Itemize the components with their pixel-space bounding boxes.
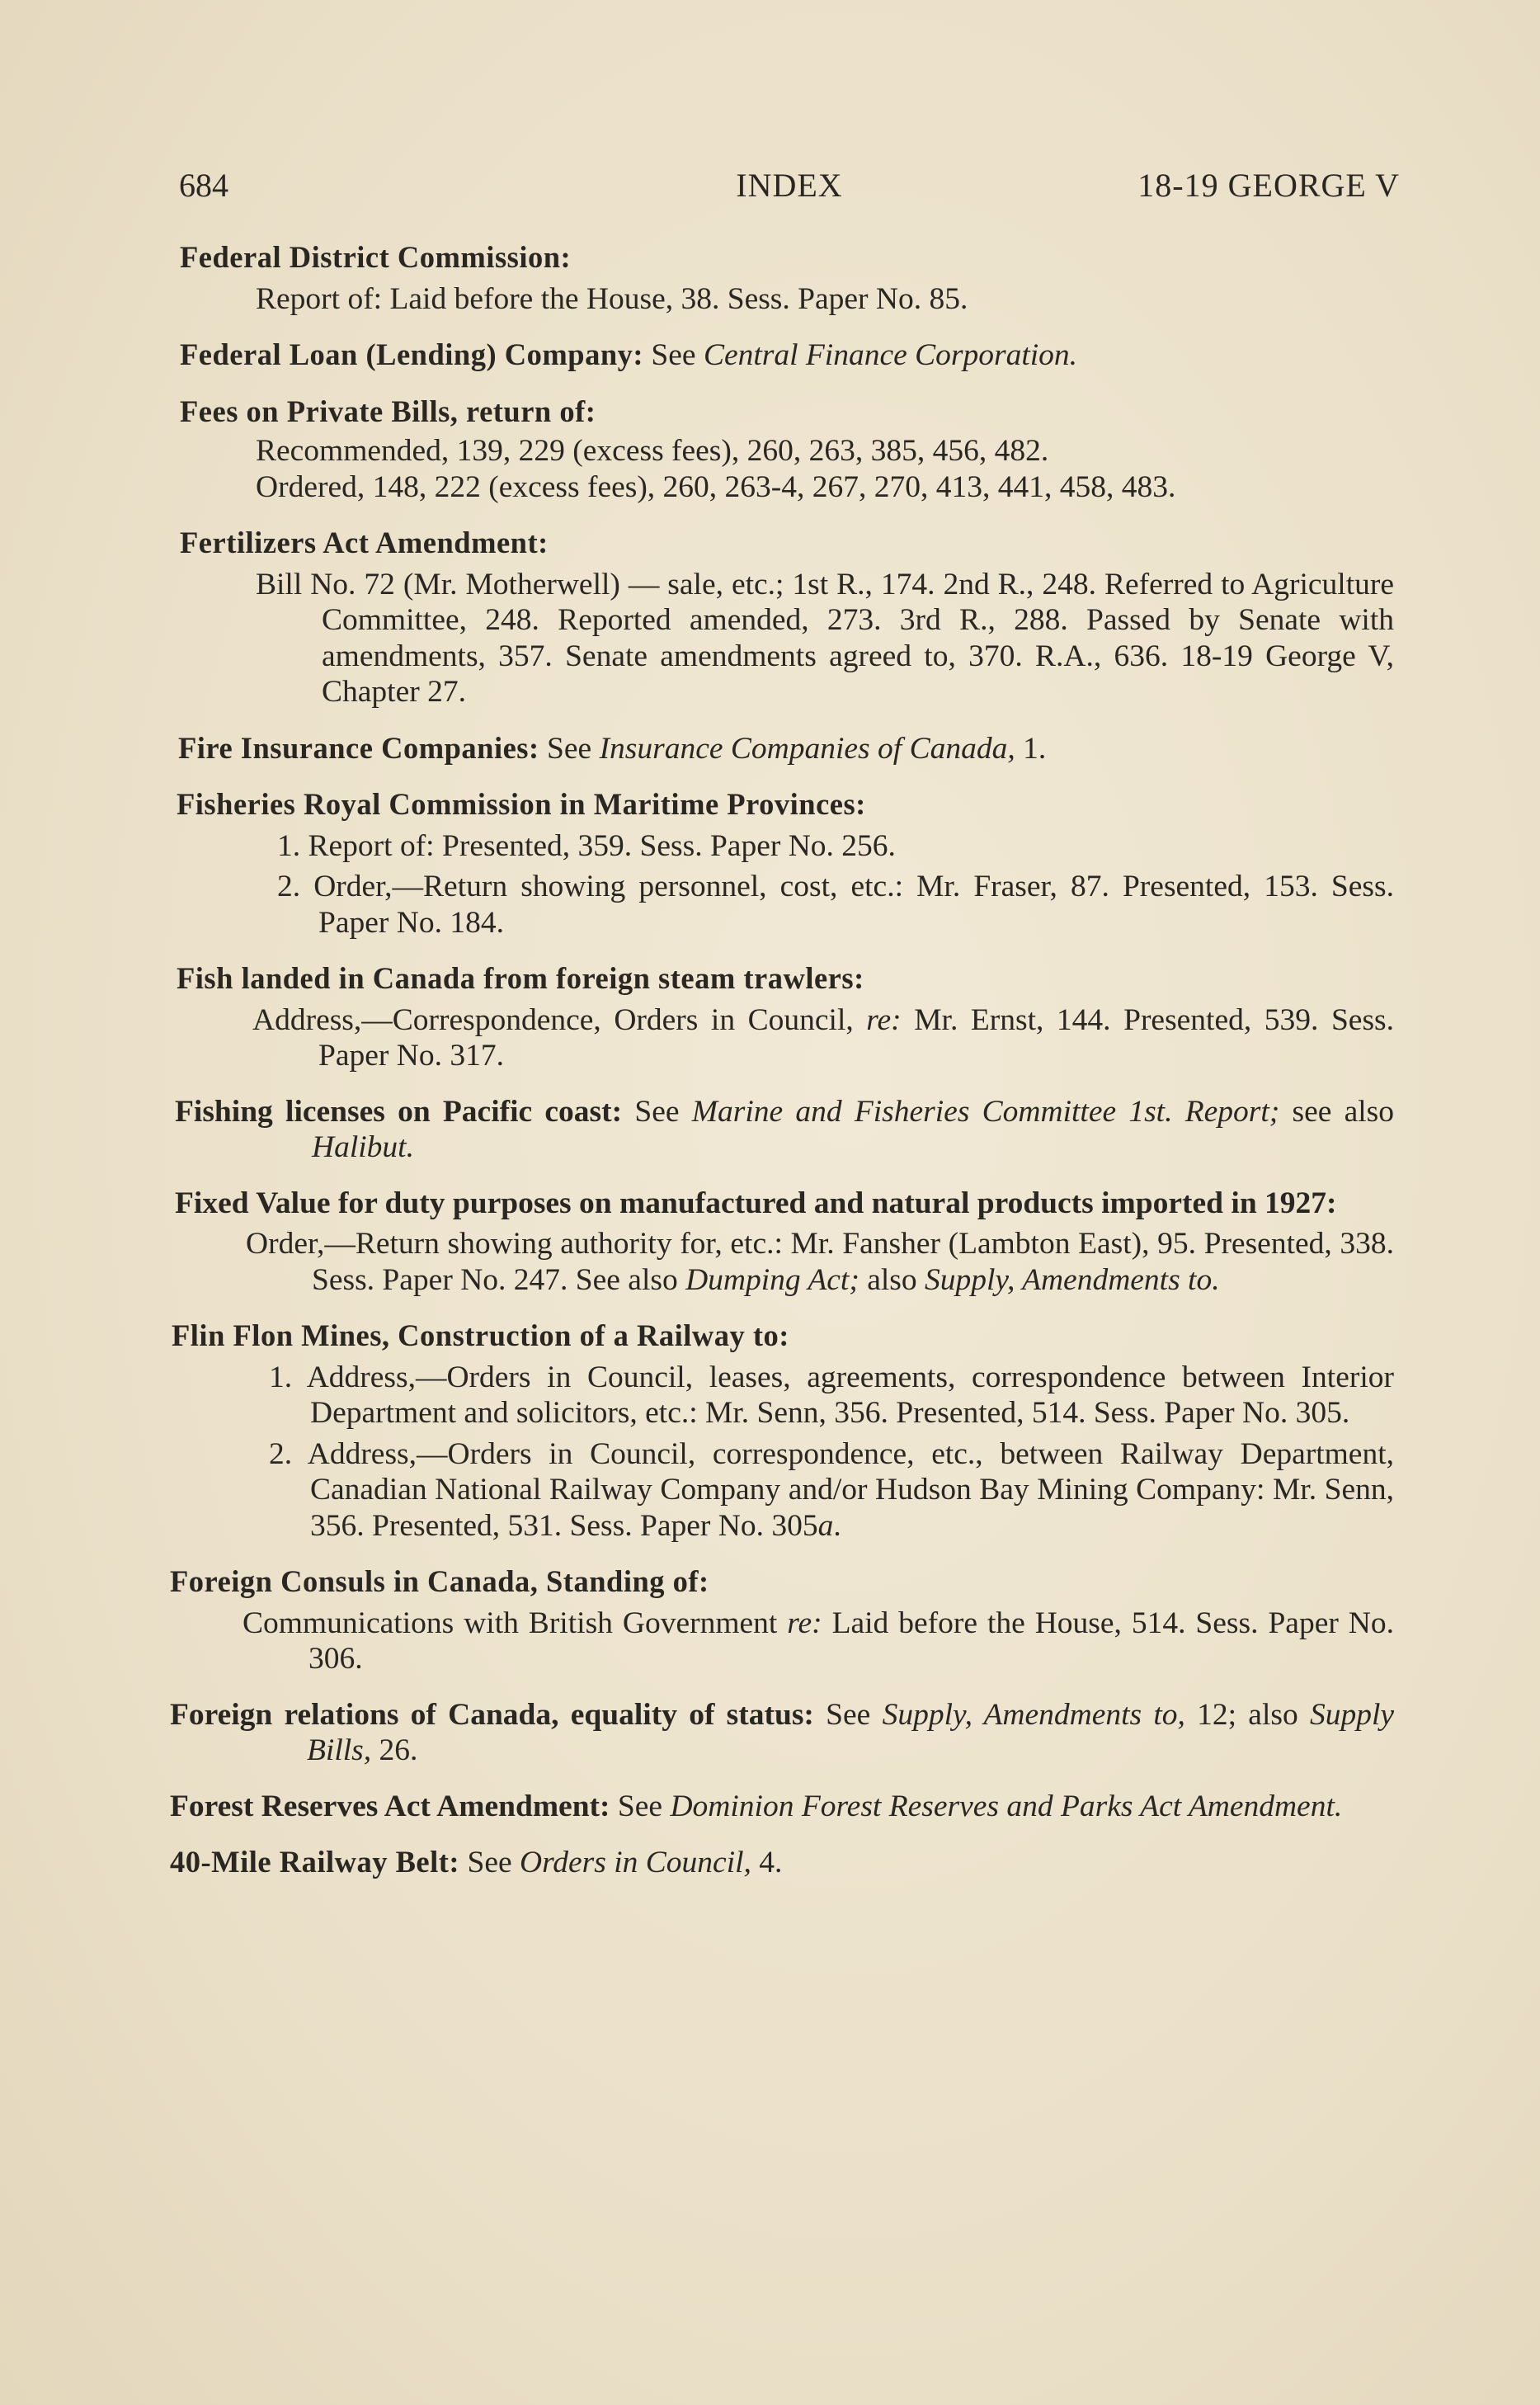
entry-line bbox=[175, 1226, 1394, 1298]
see-reference: Orders in Council, bbox=[520, 1846, 751, 1879]
entry-line bbox=[177, 1002, 1394, 1074]
page-title: INDEX bbox=[736, 167, 843, 204]
see-also: see also bbox=[1292, 1094, 1395, 1129]
entry-heading: Flin Flon Mines, Construction of a Railway to: bbox=[172, 1318, 789, 1352]
index-entry bbox=[178, 730, 1394, 767]
paper-suffix-end: . bbox=[833, 1508, 841, 1543]
see-reference: Halibut. bbox=[312, 1130, 414, 1164]
reign-label: 18-19 GEORGE V bbox=[1137, 167, 1400, 204]
re-label: re: bbox=[866, 1002, 902, 1037]
index-entry bbox=[170, 1844, 1394, 1881]
numbered-item: 2. Order,—Return showing personnel, cost, etc.: Mr. Fraser, 87. Presented, 153. Sess. Paper No. 184. bbox=[277, 870, 1394, 940]
numbered-item bbox=[172, 1436, 1394, 1544]
see-prefix: See bbox=[826, 1697, 871, 1732]
numbered-item: 1. Report of: Presented, 359. Sess. Paper No. 256. bbox=[277, 828, 896, 863]
re-label: re: bbox=[787, 1606, 822, 1640]
see-prefix: See bbox=[547, 731, 592, 766]
index-content bbox=[170, 239, 1394, 1901]
index-entry bbox=[180, 239, 1394, 317]
entry-heading: Fertilizers Act Amendment: bbox=[180, 526, 549, 559]
see-reference: Dumping Act; bbox=[685, 1262, 859, 1297]
index-entry bbox=[180, 337, 1394, 374]
see-reference: Supply Bills, bbox=[307, 1697, 1395, 1767]
see-reference: Marine and Fisheries Committee 1st. Report; bbox=[691, 1094, 1280, 1129]
see-prefix: See bbox=[467, 1846, 512, 1879]
see-reference: Dominion Forest Reserves and Parks Act Amendment. bbox=[670, 1789, 1343, 1823]
index-entry bbox=[177, 786, 1394, 941]
entry-heading: Federal District Commission: bbox=[180, 240, 572, 274]
comm-text: Communications with British Government bbox=[243, 1606, 778, 1640]
see-end: 26. bbox=[379, 1733, 418, 1767]
see-prefix: See bbox=[651, 338, 696, 372]
entry-line: Bill No. 72 (Mr. Motherwell) — sale, etc.; 1st R., 174. 2nd R., 248. Referred to Agriculture Committee, 248. Reported amended, 273. 3rd R., 288. Passed by Senate with amendments, 357. Senate amendments agreed to, 370. R.A., 636. 18-19 George V, Chapter 27. bbox=[256, 567, 1394, 709]
index-entry bbox=[170, 1789, 1394, 1825]
see-suffix: 4. bbox=[759, 1846, 783, 1879]
order-text: Order,—Return showing authority for, etc.: Mr. Fansher (Lambton East), 95. Presented, 338. Sess. Paper No. 247. See also bbox=[246, 1227, 1394, 1297]
address-text: Mr. Ernst, 144. Presented, 539. Sess. Paper No. 317. bbox=[318, 1002, 1395, 1073]
see-prefix: See bbox=[617, 1789, 663, 1823]
index-entry bbox=[172, 1318, 1394, 1544]
address-text: Address,—Correspondence, Orders in Council, bbox=[252, 1002, 854, 1037]
entry-line: Recommended, 139, 229 (excess fees), 260, 263, 385, 456, 482. bbox=[256, 434, 1049, 468]
index-entry bbox=[170, 1563, 1394, 1677]
index-entry bbox=[180, 394, 1394, 506]
index-entry bbox=[175, 1094, 1394, 1166]
see-reference: Supply, Amendments to. bbox=[925, 1262, 1220, 1297]
see-reference: Supply, Amendments to, bbox=[882, 1697, 1185, 1732]
see-reference: Insurance Companies of Canada, bbox=[599, 731, 1015, 766]
entry-heading: Fees on Private Bills, return of: bbox=[180, 394, 596, 428]
index-entry bbox=[180, 525, 1394, 710]
entry-heading: Forest Reserves Act Amendment: bbox=[170, 1789, 610, 1823]
see-also: also bbox=[867, 1262, 917, 1297]
see-reference: Central Finance Corporation. bbox=[703, 338, 1078, 372]
entry-line: Ordered, 148, 222 (excess fees), 260, 263-4, 267, 270, 413, 441, 458, 483. bbox=[256, 469, 1176, 504]
entry-heading: Foreign Consuls in Canada, Standing of: bbox=[170, 1564, 709, 1598]
entry-line: Report of: Laid before the House, 38. Sess. Paper No. 85. bbox=[256, 281, 968, 316]
entry-line bbox=[170, 1606, 1394, 1677]
see-mid: 12; also bbox=[1197, 1697, 1298, 1732]
index-entry bbox=[175, 1186, 1394, 1299]
entry-heading: Fisheries Royal Commission in Maritime Provinces: bbox=[177, 787, 866, 821]
see-prefix: See bbox=[634, 1094, 680, 1129]
page-number: 684 bbox=[179, 167, 228, 204]
entry-heading: Fixed Value for duty purposes on manufactured and natural products imported in 1927: bbox=[175, 1186, 1337, 1220]
page-header bbox=[179, 165, 1400, 206]
numbered-item-text: 2. Address,—Orders in Council, correspondence, etc., between Railway Department, Canadian National Railway Company and/or Hudson Bay Mining Company: Mr. Senn, 356. Presented, 531. Sess. Paper No. 305 bbox=[269, 1436, 1394, 1543]
entry-heading: Federal Loan (Lending) Company: bbox=[180, 337, 644, 371]
comm-text: Laid before the House, 514. Sess. Paper No. 306. bbox=[308, 1606, 1394, 1676]
index-entry bbox=[177, 960, 1394, 1074]
entry-heading: Fish landed in Canada from foreign steam trawlers: bbox=[177, 961, 864, 995]
entry-heading: Fire Insurance Companies: bbox=[178, 730, 539, 765]
entry-heading: Fishing licenses on Pacific coast: bbox=[175, 1094, 623, 1129]
entry-heading: 40-Mile Railway Belt: bbox=[170, 1845, 460, 1879]
see-suffix: 1. bbox=[1023, 731, 1047, 766]
numbered-item: 1. Address,—Orders in Council, leases, agreements, correspondence between Interior Department and solicitors, etc.: Mr. Senn, 356. Presented, 514. Sess. Paper No. 305. bbox=[269, 1360, 1394, 1430]
entry-heading: Foreign relations of Canada, equality of status: bbox=[170, 1697, 814, 1732]
index-entry bbox=[170, 1697, 1394, 1769]
paper-suffix: a bbox=[817, 1508, 834, 1543]
